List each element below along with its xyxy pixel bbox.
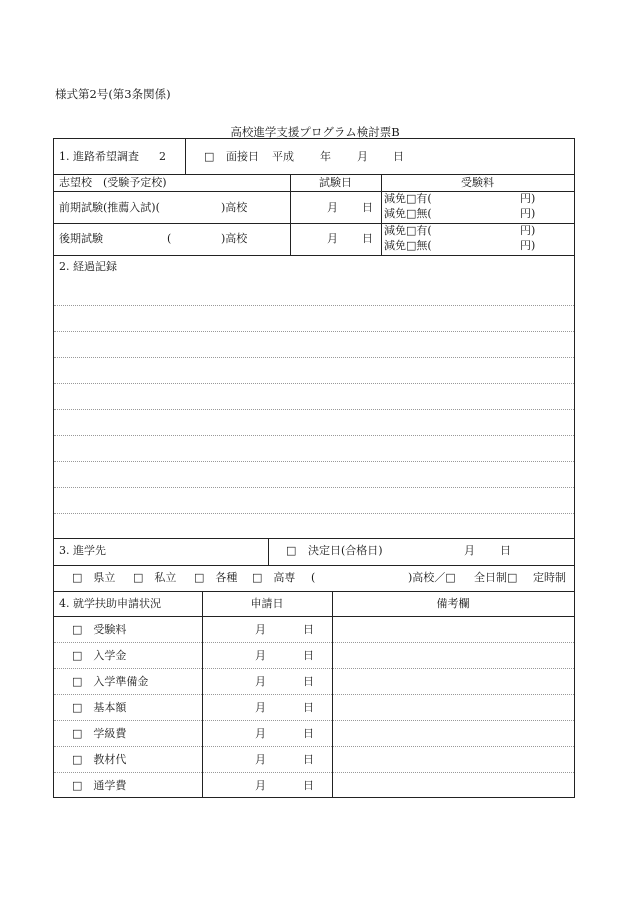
late-exam-paren: ( [167, 232, 172, 245]
aid-item-exam-fee[interactable]: □ 受験料 [72, 623, 127, 636]
aid-day: 日 [303, 779, 314, 792]
aid-month: 月 [255, 675, 266, 688]
option-private[interactable]: □ 私立 [133, 571, 177, 584]
exam-col-school: 志望校 (受験予定校) [59, 176, 167, 189]
aid-item-class-fee[interactable]: □ 学級費 [72, 727, 127, 740]
late-exam-month: 月 [327, 232, 338, 245]
aid-item-preparation-fund[interactable]: □ 入学準備金 [72, 675, 149, 688]
late-exam-day: 日 [362, 232, 373, 245]
section4-col-remarks: 備考欄 [436, 597, 470, 610]
option-fulltime[interactable]: 全日制□ [474, 571, 518, 584]
section3-label: 3. 進学先 [59, 544, 106, 557]
late-exam-fee-waiver-no[interactable]: 減免□無( [384, 239, 432, 252]
option-prefectural[interactable]: □ 県立 [72, 571, 116, 584]
aid-day: 日 [303, 727, 314, 740]
aid-day: 日 [303, 753, 314, 766]
aid-month: 月 [255, 649, 266, 662]
interview-day-unit: 日 [393, 150, 404, 163]
form-title: 高校進学支援プログラム検討票B [230, 125, 400, 139]
aid-month: 月 [255, 753, 266, 766]
aid-item-admission-fee[interactable]: □ 入学金 [72, 649, 127, 662]
school-name-open-paren: ( [311, 571, 316, 584]
early-exam-fee-waiver-yes[interactable]: 減免□有( [384, 192, 432, 205]
early-exam-day: 日 [362, 201, 373, 214]
late-exam-fee-yen-2: 円) [520, 239, 536, 252]
aid-item-materials[interactable]: □ 教材代 [72, 753, 127, 766]
aid-month: 月 [255, 701, 266, 714]
decision-day-unit: 日 [500, 544, 511, 557]
interview-year-unit: 年 [320, 150, 331, 163]
aid-month: 月 [255, 623, 266, 636]
decision-checkbox[interactable]: □ [286, 544, 297, 557]
interview-date-label: 面接日 [226, 150, 259, 163]
exam-col-fee: 受験料 [461, 176, 494, 189]
section4-label: 4. 就学扶助申請状況 [59, 597, 161, 610]
early-exam-fee-yen-1: 円) [520, 192, 536, 205]
late-exam-label: 後期試験 [59, 232, 103, 245]
option-misc[interactable]: □ 各種 [194, 571, 238, 584]
aid-day: 日 [303, 649, 314, 662]
section4-col-date: 申請日 [250, 597, 284, 610]
aid-day: 日 [303, 623, 314, 636]
early-exam-school-suffix: )高校 [221, 201, 248, 214]
early-exam-fee-yen-2: 円) [520, 207, 536, 220]
aid-item-commute[interactable]: □ 通学費 [72, 779, 127, 792]
aid-day: 日 [303, 701, 314, 714]
late-exam-fee-yen-1: 円) [520, 224, 536, 237]
option-technical[interactable]: □ 高専 [252, 571, 296, 584]
interview-month-unit: 月 [357, 150, 368, 163]
aid-month: 月 [255, 727, 266, 740]
interview-checkbox[interactable]: □ [204, 150, 215, 163]
early-exam-fee-waiver-no[interactable]: 減免□無( [384, 207, 432, 220]
decision-date-label: 決定日(合格日) [308, 544, 383, 557]
section1-label: 1. 進路希望調査 [59, 150, 139, 163]
decision-month-unit: 月 [464, 544, 475, 557]
aid-month: 月 [255, 779, 266, 792]
section2-label: 2. 経過記録 [59, 260, 117, 273]
exam-col-date: 試験日 [319, 176, 352, 189]
review-form-table [53, 138, 575, 798]
aid-item-basic-amount[interactable]: □ 基本額 [72, 701, 127, 714]
option-parttime: 定時制 [533, 571, 566, 584]
school-name-suffix[interactable]: )高校／□ [408, 571, 456, 584]
late-exam-fee-waiver-yes[interactable]: 減免□有( [384, 224, 432, 237]
aid-day: 日 [303, 675, 314, 688]
early-exam-month: 月 [327, 201, 338, 214]
form-number: 様式第2号(第3条関係) [55, 87, 171, 101]
early-exam-label: 前期試験(推薦入試)( [59, 201, 160, 214]
section1-number: 2 [159, 150, 166, 163]
late-exam-school-suffix: )高校 [221, 232, 248, 245]
interview-era: 平成 [272, 150, 294, 163]
